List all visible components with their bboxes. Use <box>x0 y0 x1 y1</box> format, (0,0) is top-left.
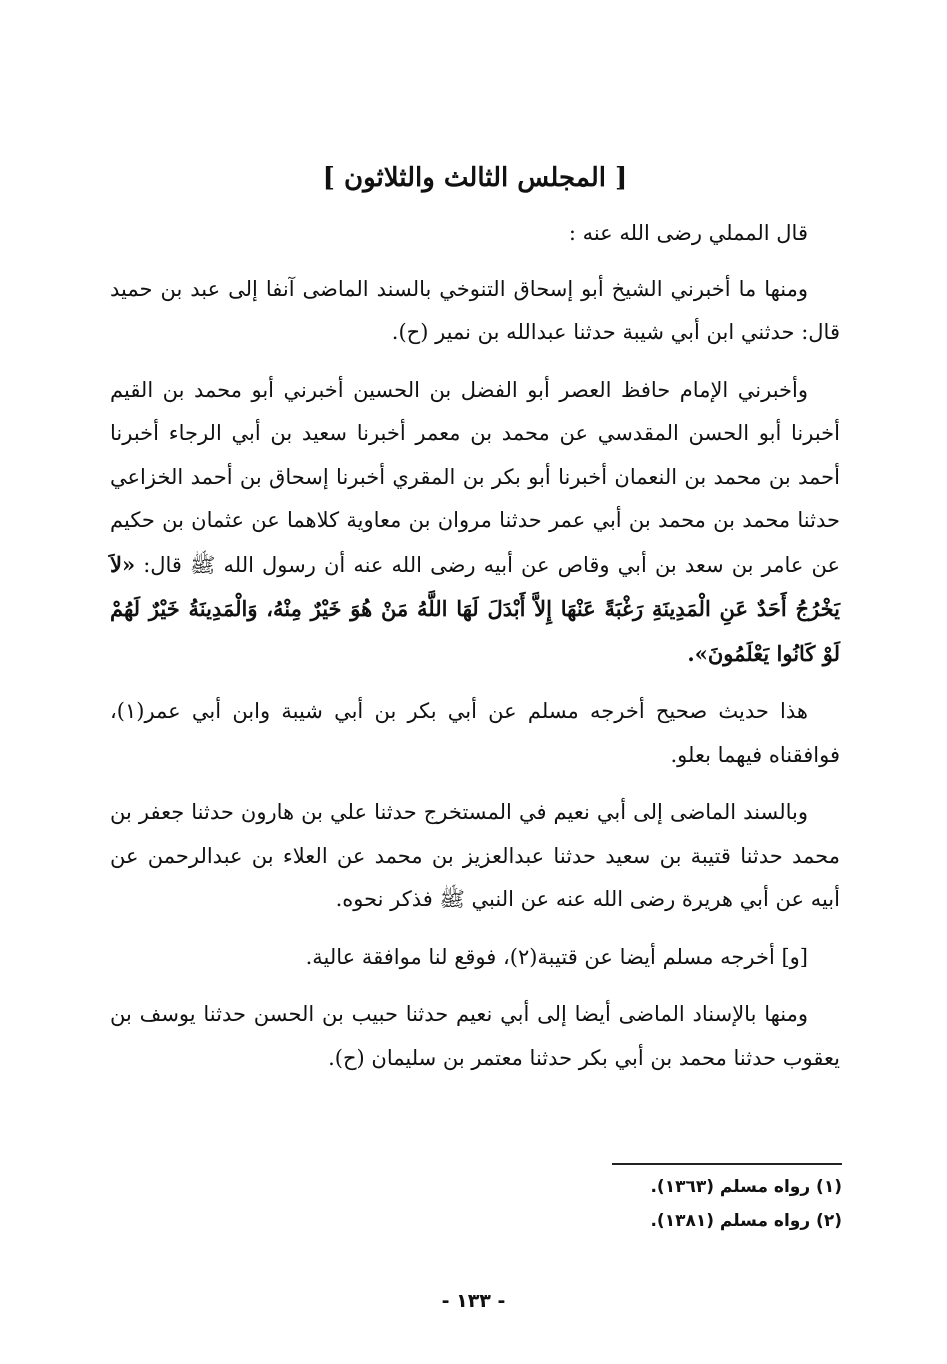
paragraph-text: وبالسند الماضى إلى أبي نعيم في المستخرج حدثنا علي بن هارون حدثنا جعفر بن محمد حدثنا قتيبة بن سعيد حدثنا عبدالعزيز بن محمد عن العلاء بن عبدالرحمن عن أبيه عن أبي هريرة رضى الله عنه عن النبي ﷺ فذكر نحوه. <box>110 800 840 911</box>
hadith-quote: «لاَ يَخْرُجُ أَحَدٌ عَنِ الْمَدِينَةِ رَغْبَةً عَنْهَا إِلاَّ أَبْدَلَ لَهَا اللَّهُ مَنْ هُوَ خَيْرٌ مِنْهُ، وَالْمَدِينَةُ خَيْرٌ لَهُمْ لَوْ كَانُوا يَعْلَمُونَ». <box>110 551 840 666</box>
paragraph <box>110 268 840 355</box>
footnote-2: (٢) رواه مسلم (١٣٨١). <box>650 1211 842 1231</box>
paragraph <box>110 791 840 922</box>
footnotes <box>442 1170 842 1238</box>
paragraph-with-hadith <box>110 369 840 677</box>
page-body <box>110 158 840 1094</box>
chapter-title: [ المجلس الثالث والثلاثون ] <box>322 163 628 193</box>
paragraph-text: ومنها ما أخبرني الشيخ أبو إسحاق التنوخي بالسند الماضى آنفا إلى عبد بن حميد قال: حدثني ابن أبي شيبة حدثنا عبدالله بن نمير (ح). <box>110 276 840 344</box>
paragraph-text: ومنها بالإسناد الماضى أيضا إلى أبي نعيم حدثنا حبيب بن الحسن حدثنا يوسف بن يعقوب حدثنا محمد بن أبي بكر حدثنا معتمر بن سليمان (ح). <box>110 1002 840 1070</box>
footnote-divider <box>612 1163 842 1165</box>
paragraph <box>110 993 840 1080</box>
paragraph <box>110 690 840 777</box>
opening-line-text: قال المملي رضى الله عنه : <box>568 221 808 245</box>
footnote-1: (١) رواه مسلم (١٣٦٣). <box>650 1177 842 1197</box>
isnad-text: وأخبرني الإمام حافظ العصر أبو الفضل بن الحسين أخبرني أبو محمد بن القيم أخبرنا أبو الحسن المقدسي عن محمد بن معمر أخبرنا سعيد بن أبي الرجاء أخبرنا أحمد بن محمد بن النعمان أخبرنا أبو بكر بن المقري أخبرنا إسحاق بن أحمد الخزاعي حدثنا محمد بن محمد بن أبي عمر حدثنا مروان بن معاوية كلاهما عن عثمان بن حكيم عن عامر بن سعد بن أبي وقاص عن أبيه رضى الله عنه أن رسول الله ﷺ قال: <box>110 377 840 577</box>
page-number: - ١٣٣ - <box>441 1290 506 1312</box>
paragraph-text: هذا حديث صحيح أخرجه مسلم عن أبي بكر بن أبي شيبة وابن أبي عمر(١)، فوافقناه فيهما بعلو. <box>110 699 840 767</box>
paragraph <box>110 936 840 980</box>
opening-line <box>110 212 840 256</box>
paragraph-text: [و] أخرجه مسلم أيضا عن قتيبة(٢)، فوقع لنا موافقة عالية. <box>305 944 808 969</box>
